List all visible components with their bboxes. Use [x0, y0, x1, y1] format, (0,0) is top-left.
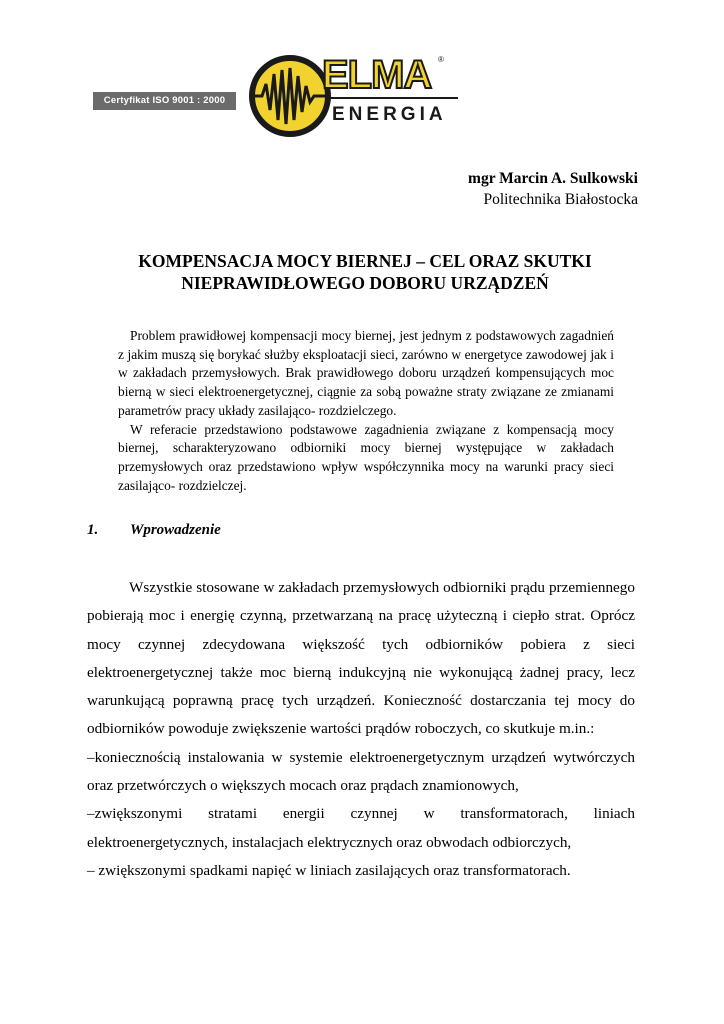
registered-mark: ® [438, 55, 444, 64]
list-item: –zwiększonymi stratami energii czynnej w transformatorach, liniach elektroenergetycznych, instalacjach elektrycznych oraz obwodach odbiorczych, [87, 805, 635, 851]
author-affiliation: Politechnika Białostocka [483, 191, 638, 208]
author-block [468, 168, 638, 210]
abstract-paragraph-1: Problem prawidłowej kompensacji mocy biernej, jest jednym z podstawowych zagadnień z jakim muszą się borykać służby eksploatacji sieci, zarówno w energetyce zawodowej jak i w zakładach przemysłowych. Brak prawidłowego doboru urządzeń kompensujących moc bierną w sieci elektroenergetycznej, ciągnie za sobą poważne straty związane ze zmianami parametrów pracy układy zasilająco- rozdzielczego. [118, 328, 614, 418]
list-item: –koniecznością instalowania w systemie elektroenergetycznym urządzeń wytwórczych oraz przetwórczych o większych mocach oraz prądach znamionowych, [87, 748, 635, 795]
brand-subtitle: ENERGIA [332, 104, 447, 125]
section-number: 1. [87, 522, 99, 538]
iso-certificate-badge: Certyfikat ISO 9001 : 2000 [93, 92, 236, 110]
author-name: mgr Marcin A. Sulkowski [468, 170, 638, 187]
title-line-2: NIEPRAWIDŁOWEGO DOBORU URZĄDZEŃ [181, 273, 549, 293]
paper-title [95, 250, 635, 294]
body-paragraph-1: Wszystkie stosowane w zakładach przemysłowych odbiorniki prądu przemiennego pobierają moc i energię czynną, przetwarzaną na pracę użyteczną i ciepło strat. Oprócz mocy czynnej zdecydowana większość tych odbiorników pobiera z sieci elektroenergetycznej także moc bierną indukcyjną nie wykonującą żadnej pracy, lecz warunkującą poprawną pracę tych urządzeń. Konieczność dostarczania tej mocy do odbiorników powoduje zwiększenie wartości prądów roboczych, co skutkuje m.in.: [87, 579, 635, 738]
body-text [87, 574, 635, 885]
title-line-1: KOMPENSACJA MOCY BIERNEJ – CEL ORAZ SKUTKI [138, 251, 592, 271]
list-item: – zwiększonymi spadkami napięć w liniach zasilających oraz transformatorach. [87, 861, 571, 879]
abstract-paragraph-2: W referacie przedstawiono podstawowe zagadnienia związane z kompensacją mocy biernej, scharakteryzowano odbiorniki mocy biernej występujące w zakładach przemysłowych oraz przedstawiono wpływ współczynnika mocy na warunki pracy sieci zasilająco- rozdzielczej. [118, 421, 614, 493]
abstract [118, 327, 614, 495]
brand-text: ELMA [322, 53, 432, 97]
section-heading [87, 522, 221, 539]
elma-energia-logo [240, 40, 470, 150]
section-title: Wprowadzenie [130, 522, 221, 538]
